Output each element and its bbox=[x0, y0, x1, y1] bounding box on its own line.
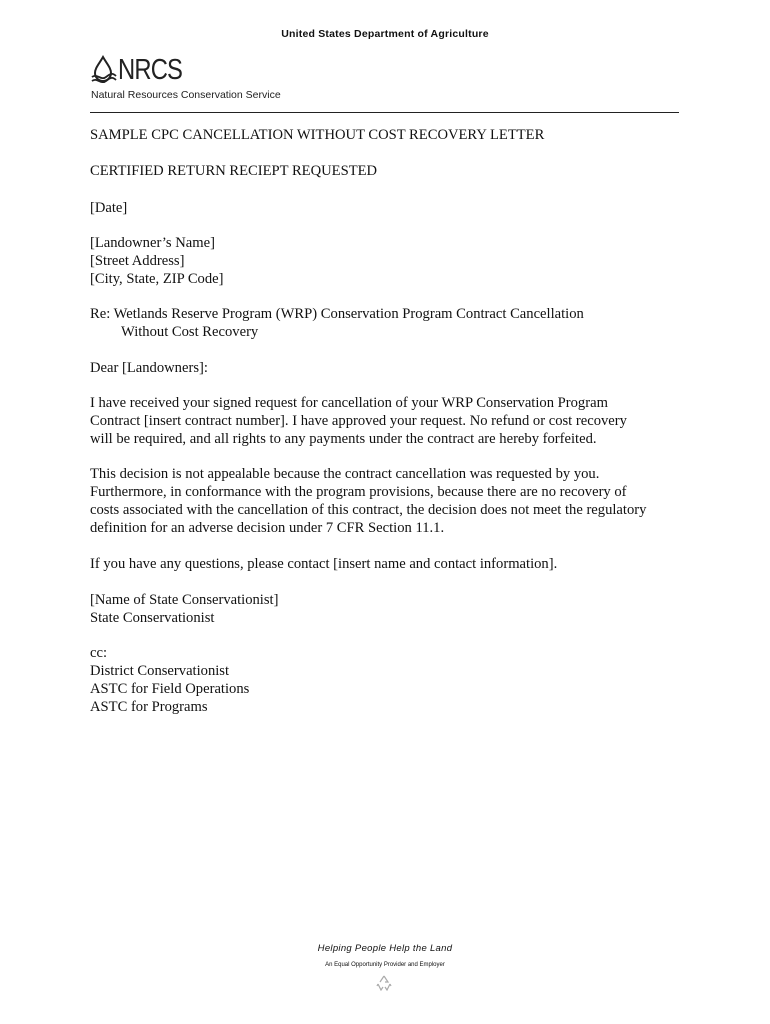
letter-title: SAMPLE CPC CANCELLATION WITHOUT COST RECOVERY LETTER bbox=[90, 127, 545, 143]
cc-block bbox=[90, 644, 680, 716]
department-heading: United States Department of Agriculture bbox=[281, 28, 489, 40]
re-line-1: Re: Wetlands Reserve Program (WRP) Conservation Program Contract Cancellation bbox=[90, 306, 584, 322]
footer-tagline: Helping People Help the Land bbox=[317, 943, 453, 954]
signature-name: [Name of State Conservationist] bbox=[90, 592, 279, 608]
paragraph-1 bbox=[90, 394, 680, 448]
cc-item: ASTC for Field Operations bbox=[90, 681, 250, 697]
date-placeholder: [Date] bbox=[90, 200, 128, 216]
certified-line: CERTIFIED RETURN RECIEPT REQUESTED bbox=[90, 163, 378, 179]
nrcs-logo bbox=[89, 54, 196, 86]
paragraph-line: costs associated with the cancellation of this contract, the decision does not meet the regulatory bbox=[90, 502, 647, 518]
paragraph-line: I have received your signed request for cancellation of your WRP Conservation Program bbox=[90, 395, 608, 411]
paragraph-line: This decision is not appealable because the contract cancellation was requested by you. bbox=[90, 466, 600, 482]
salutation: Dear [Landowners]: bbox=[90, 360, 208, 376]
paragraph-line: Furthermore, in conformance with the program provisions, because there are no recovery of bbox=[90, 484, 627, 500]
address-city: [City, State, ZIP Code] bbox=[90, 271, 224, 287]
re-line-2: Without Cost Recovery bbox=[121, 324, 259, 340]
cc-label: cc: bbox=[90, 645, 108, 661]
re-block bbox=[90, 305, 680, 341]
paragraph-line: will be required, and all rights to any payments under the contract are hereby forfeited. bbox=[90, 431, 597, 447]
agency-name: Natural Resources Conservation Service bbox=[91, 89, 281, 101]
paragraph-3: If you have any questions, please contact [insert name and contact information]. bbox=[90, 556, 558, 572]
header-divider bbox=[90, 112, 679, 113]
address-name: [Landowner’s Name] bbox=[90, 235, 215, 251]
recycle-icon bbox=[375, 975, 393, 991]
footer-equal-opportunity: An Equal Opportunity Provider and Employer bbox=[325, 962, 445, 968]
signature-title: State Conservationist bbox=[90, 610, 215, 626]
address-block bbox=[90, 234, 680, 288]
nrcs-logo-icon bbox=[89, 55, 117, 85]
paragraph-2 bbox=[90, 465, 680, 537]
signature-block bbox=[90, 591, 680, 627]
paragraph-line: definition for an adverse decision under 7 CFR Section 11.1. bbox=[90, 520, 445, 536]
paragraph-line: Contract [insert contract number]. I have approved your request. No refund or cost recovery bbox=[90, 413, 627, 429]
address-street: [Street Address] bbox=[90, 253, 185, 269]
cc-item: ASTC for Programs bbox=[90, 699, 208, 715]
cc-item: District Conservationist bbox=[90, 663, 230, 679]
logo-text: NRCS bbox=[118, 53, 183, 86]
